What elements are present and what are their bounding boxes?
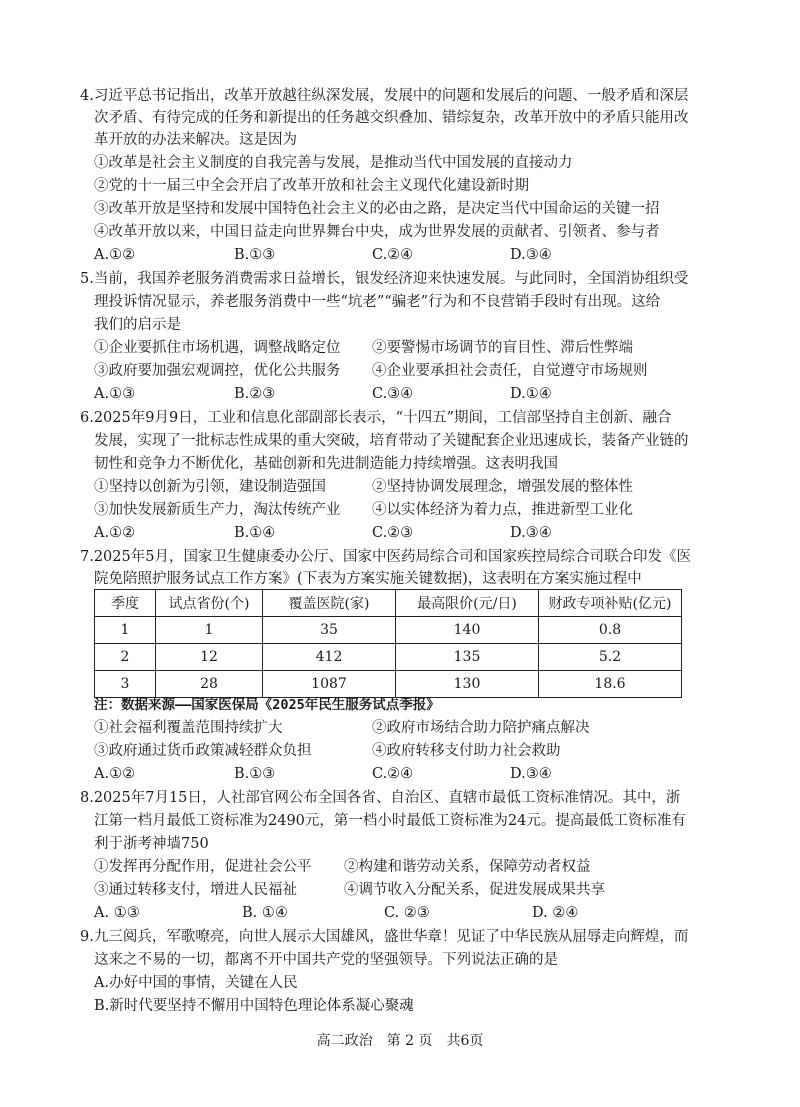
q4-option-d: D.③④	[510, 247, 552, 263]
q8-option-b: B. ①④	[242, 905, 288, 921]
q6-option-c: C.②③	[372, 525, 414, 541]
q5-item-2: ②要警惕市场调节的盲目性、滞后性弊端	[372, 340, 633, 356]
table-cell: 412	[263, 644, 396, 671]
q6-stem-line-1: 6.2025年9月9日，工业和信息化部副部长表示，“十四五”期间，工信部坚持自主创新、融合	[80, 410, 672, 426]
q7-items-row-2	[94, 740, 734, 762]
q8-stem-line-2: 江第一档月最低工资标准为2490元，第一档小时最低工资标准为24元。提高最低工资标准有	[94, 813, 686, 829]
table-cell: 5.2	[539, 644, 682, 671]
q5-item-1: ①企业要抓住市场机遇，调整战略定位	[94, 340, 341, 356]
table-cell: 1	[156, 617, 263, 644]
q7-stem-line-1: 7.2025年5月，国家卫生健康委办公厅、国家中医药局综合司和国家疾控局综合司联合印发《医	[80, 549, 691, 565]
table-cell: 3	[95, 671, 156, 698]
table-cell: 12	[156, 644, 263, 671]
q4-item-4: ④改革开放以来，中国日益走向世界舞台中央，成为世界发展的贡献者、引领者、参与者	[94, 224, 660, 240]
q4-item-2: ②党的十一届三中全会开启了改革开放和社会主义现代化建设新时期	[94, 178, 529, 194]
q8-option-c: C. ②③	[384, 905, 430, 921]
table-cell: 35	[263, 617, 396, 644]
q5-option-a: A.①③	[94, 386, 136, 402]
q5-stem-line-1: 5.当前，我国养老服务消费需求日益增长，银发经济迎来快速发展。与此同时，全国消协组织受	[80, 271, 689, 287]
q7-option-d: D.③④	[510, 766, 552, 782]
q7-data-table	[94, 589, 682, 698]
q7-option-c: C.②④	[372, 766, 414, 782]
q8-item-3: ③通过转移支付，增进人民福祉	[94, 882, 297, 898]
q5-option-d: D.①④	[510, 386, 552, 402]
q5-item-4: ④企业要承担社会责任，自觉遵守市场规则	[372, 363, 648, 379]
q6-items-row-2	[94, 499, 734, 521]
q6-item-4: ④以实体经济为着力点，推进新型工业化	[372, 502, 633, 518]
table-cell: 2	[95, 644, 156, 671]
q8-item-2: ②构建和谐劳动关系，保障劳动者权益	[344, 859, 591, 875]
q4-option-c: C.②④	[372, 247, 414, 263]
q6-option-d: D.③④	[510, 525, 552, 541]
q4-option-b: B.①③	[234, 247, 276, 263]
table-header-row	[95, 590, 682, 617]
q8-options	[94, 902, 734, 924]
q8-item-1: ①发挥再分配作用，促进社会公平	[94, 859, 312, 875]
q5-option-b: B.②③	[234, 386, 276, 402]
table-cell: 135	[396, 644, 539, 671]
q9-stem-line-2: 这来之不易的一切，都离不开中国共产党的坚强领导。下列说法正确的是	[94, 952, 558, 968]
q6-option-a: A.①②	[94, 525, 136, 541]
table-cell: 28	[156, 671, 263, 698]
q6-item-1: ①坚持以创新为引领，建设制造强国	[94, 479, 326, 495]
table-cell: 1	[95, 617, 156, 644]
q9-stem-line-1: 9.九三阅兵，军歌嘹亮，向世人展示大国雄风，盛世华章！见证了中华民族从屈辱走向辉煌，而	[80, 929, 689, 945]
table-row	[95, 617, 682, 644]
q4-item-3: ③改革开放是坚持和发展中国特色社会主义的必由之路，是决定当代中国命运的关键一招	[94, 201, 660, 217]
q7-items-row-1	[94, 717, 734, 739]
q5-item-3: ③政府要加强宏观调控，优化公共服务	[94, 363, 341, 379]
q7-option-a: A.①②	[94, 766, 136, 782]
q9-option-a: A.办好中国的事情，关键在人民	[94, 975, 298, 991]
q4-option-a: A.①②	[94, 247, 136, 263]
q7-options	[94, 763, 734, 785]
table-cell: 130	[396, 671, 539, 698]
q6-stem-line-2: 发展，实现了一批标志性成果的重大突破，培育带动了关键配套企业迅速成长，装备产业链的	[94, 433, 689, 449]
q5-stem-line-2: 理投诉情况显示，养老服务消费中一些“坑老”“骗老”行为和不良营销手段时有出现。这给	[94, 294, 661, 310]
page-footer: 高二政治 第 2 页 共6页	[316, 1033, 484, 1049]
table-header-cell: 最高限价(元/日)	[396, 590, 539, 617]
q6-options	[94, 522, 734, 544]
table-header-cell: 试点省份(个)	[156, 590, 263, 617]
q7-item-1: ①社会福利覆盖范围持续扩大	[94, 720, 283, 736]
table-cell: 1087	[263, 671, 396, 698]
q4-item-1: ①改革是社会主义制度的自我完善与发展，是推动当代中国发展的直接动力	[94, 155, 573, 171]
q7-item-3: ③政府通过货币政策减轻群众负担	[94, 743, 312, 759]
q8-item-4: ④调节收入分配关系，促进发展成果共享	[344, 882, 605, 898]
q8-stem-line-3: 利于浙考神墙750	[94, 836, 209, 852]
q9-option-b: B.新时代要坚持不懈用中国特色理论体系凝心聚魂	[94, 998, 414, 1014]
table-cell: 140	[396, 617, 539, 644]
table-header-cell: 覆盖医院(家)	[263, 590, 396, 617]
q5-items-row-1	[94, 337, 734, 359]
q6-option-b: B.①④	[234, 525, 276, 541]
q7-item-2: ②政府市场结合助力陪护痛点解决	[372, 720, 590, 736]
q7-stem-line-2: 院免陪照护服务试点工作方案》(下表为方案实施关键数据)，这表明在方案实施过程中	[94, 571, 642, 587]
q6-stem-line-3: 韧性和竞争力不断优化，基础创新和先进制造能力持续增强。这表明我国	[94, 456, 558, 472]
table-cell: 18.6	[539, 671, 682, 698]
q8-option-a: A. ①③	[94, 905, 140, 921]
q5-items-row-2	[94, 360, 734, 382]
q6-item-2: ②坚持协调发展理念，增强发展的整体性	[372, 479, 633, 495]
table-header-cell: 季度	[95, 590, 156, 617]
table-row	[95, 644, 682, 671]
q7-table-note: 注：数据来源——国家医保局《2025年民生服务试点季报》	[94, 697, 440, 713]
q4-stem-line-1: 4.习近平总书记指出，改革开放越往纵深发展，发展中的问题和发展后的问题、一般矛盾和深层	[80, 88, 689, 104]
q8-items-row-2	[94, 879, 734, 901]
table-header-cell: 财政专项补贴(亿元)	[539, 590, 682, 617]
q8-items-row-1	[94, 856, 734, 878]
q6-item-3: ③加快发展新质生产力，淘汰传统产业	[94, 502, 341, 518]
q5-stem-line-3: 我们的启示是	[94, 317, 181, 333]
q7-item-4: ④政府转移支付助力社会救助	[372, 743, 561, 759]
q4-stem-line-3: 革开放的办法来解决。这是因为	[94, 132, 297, 148]
q5-options	[94, 383, 734, 405]
q7-option-b: B.①③	[234, 766, 276, 782]
q4-options	[94, 244, 734, 266]
table-cell: 0.8	[539, 617, 682, 644]
q8-stem-line-1: 8.2025年7月15日，人社部官网公布全国各省、自治区、直辖市最低工资标准情况。其中，浙	[80, 790, 681, 806]
q5-option-c: C.③④	[372, 386, 414, 402]
q6-items-row-1	[94, 476, 734, 498]
q4-stem-line-2: 次矛盾、有待完成的任务和新提出的任务越交织叠加、错综复杂，改革开放中的矛盾只能用改	[94, 110, 689, 126]
q8-option-d: D. ②④	[532, 905, 579, 921]
